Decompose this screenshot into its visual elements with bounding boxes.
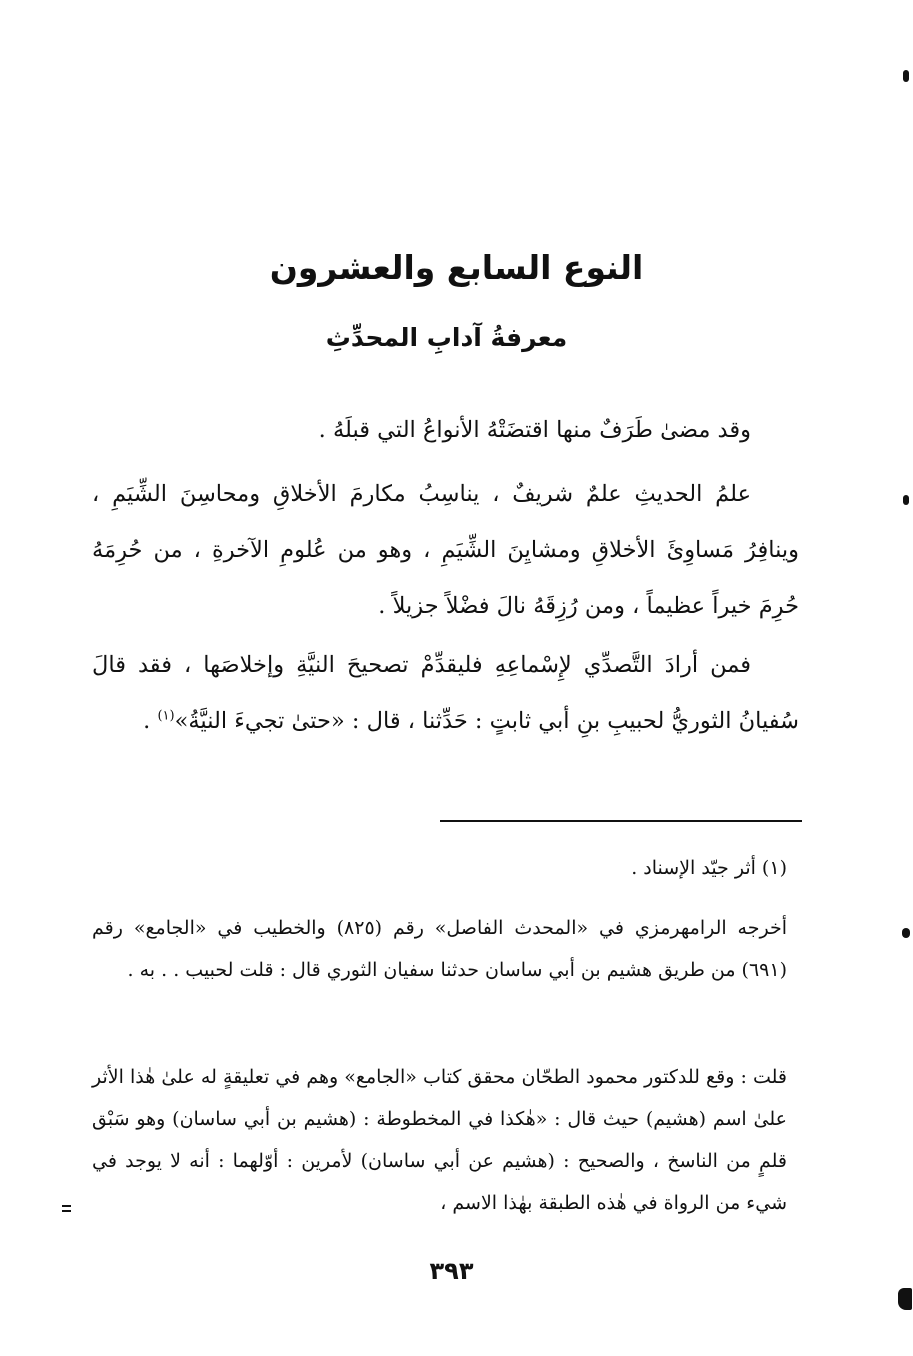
scan-speck	[903, 495, 909, 505]
footnote-separator	[440, 820, 802, 822]
body-paragraph-3-text: فمن أرادَ التَّصدِّي لإِسْماعِهِ فليقدِّمْ تصحيحَ النيَّةِ وإخلاصَها ، فقد قالَ سُفيانُ الثوريُّ لحبيبِ بنِ أبي ثابتٍ : حَدِّثنا ، قال : «حتىٰ تجيءَ النيَّةُ»	[92, 652, 799, 734]
chapter-subtitle: معرفةُ آدابِ المحدِّثِ	[325, 323, 568, 352]
continuation-mark	[62, 1210, 71, 1212]
body-paragraph-3	[92, 637, 799, 749]
scan-speck	[902, 928, 910, 938]
body-paragraph-2: علمُ الحديثِ علمٌ شريفٌ ، يناسِبُ مكارمَ الأخلاقِ ومحاسِنَ الشِّيَمِ ، وينافِرُ مَساوِئَ الأخلاقِ ومشايِنَ الشِّيَمِ ، وهو من عُلومِ الآخرةِ ، من حُرِمَهُ حُرِمَ خيراً عظيماً ، ومن رُزِقَهُ نالَ فضْلاً جزيلاً .	[92, 481, 799, 619]
chapter-title: النوع السابع والعشرون	[269, 248, 644, 287]
footnote-reference: (١)	[157, 708, 175, 724]
continuation-mark	[62, 1205, 71, 1207]
footnote-2: أخرجه الرامهرمزي في «المحدث الفاصل» رقم (٨٢٥) والخطيب في «الجامع» رقم (٦٩١) من طريق هشيم بن أبي ساسان حدثنا سفيان الثوري قال : قلت لحبيب . . به .	[92, 917, 787, 981]
body-paragraph-1: وقد مضىٰ طَرَفٌ منها اقتضَتْهُ الأنواعُ التي قبلَهُ .	[318, 417, 751, 443]
body-paragraph-3-end: .	[143, 708, 158, 734]
footnote-3: قلت : وقع للدكتور محمود الطحّان محقق كتاب «الجامع» وهم في تعليقةٍ له علىٰ هٰذا الأثر علىٰ اسم (هشيم) حيث قال : «هٰكذا في المخطوطة : (هشيم بن أبي ساسان) وهو سَبْق قلمٍ من الناسخ ، والصحيح : (هشيم عن أبي ساسان) لأمرين : أوّلهما : أنه لا يوجد في شيء من الرواة في هٰذه الطبقة بهٰذا الاسم ،	[92, 1066, 787, 1214]
scan-speck	[903, 70, 909, 82]
page-number: ٣٩٣	[429, 1257, 474, 1285]
scan-speck	[898, 1288, 912, 1310]
footnote-1: (١) أثر جيّد الإسناد .	[631, 857, 787, 879]
